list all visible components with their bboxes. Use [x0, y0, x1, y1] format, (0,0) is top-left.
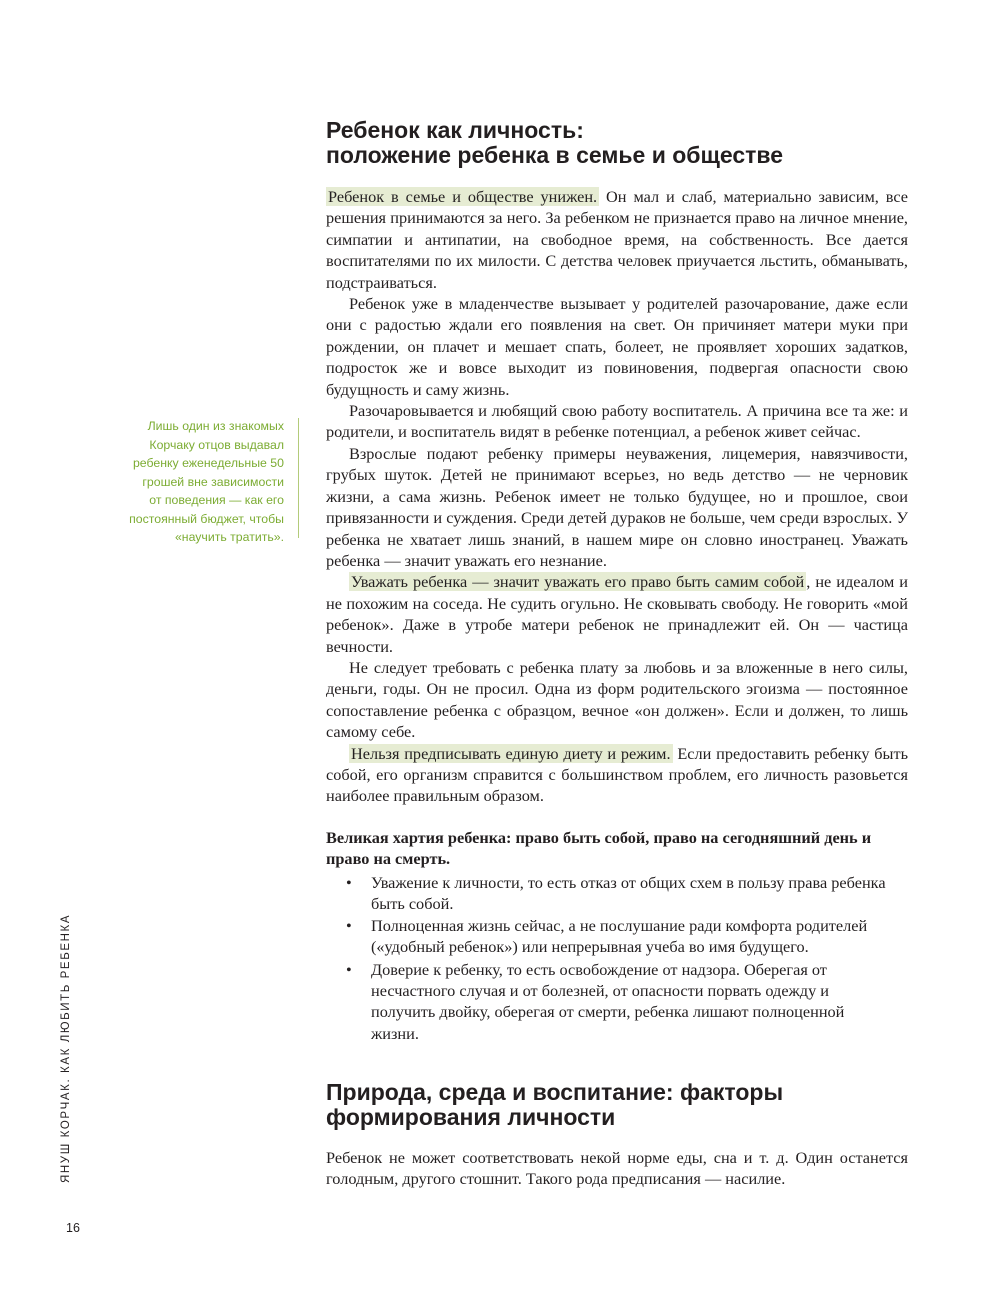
heading-line-2: положение ребенка в семье и обществе	[326, 142, 784, 168]
bullet-icon: •	[346, 916, 352, 936]
section-body-personality	[326, 186, 908, 807]
sidebar-note: Лишь один из знакомых Корчаку отцов выдавал ребенку еженедельные 50 грошей вне зависимости от поведения — как его постоянный бюджет, чтобы «научить тратить».	[129, 419, 284, 544]
paragraph: Ребенок не может соответствовать некой норме еды, сна и т. д. Один останется голодным, другого стошнит. Такого рода предписания — насилие.	[326, 1148, 908, 1189]
page-number: 16	[66, 1221, 80, 1235]
paragraph: Ребенок уже в младенчестве вызывает у родителей разочарование, даже если они с радостью ждали его появления на свет. Он причиняет матери муки при рождении, он плачет и мешает спать, болеет, не проявляет хороших задатков, подросток же и вовсе выходит из повиновения, подвергая опасности свою будущность и саму жизнь.	[326, 294, 908, 399]
paragraph-text: Он мал и слаб, материально зависим, все решения принимаются за него. За ребенком не признается право на личное мнение, симпатии и антипатии, на свободное время, на собственность. Все дается воспитателями по их милости. С детства человек приучается льстить, обманывать, подстраиваться.	[326, 187, 908, 292]
bullet-icon: •	[346, 872, 352, 892]
section-heading-personality	[326, 118, 926, 168]
section-body-nature	[326, 1147, 908, 1190]
charter-section	[326, 827, 908, 1045]
sidebar-divider	[298, 418, 299, 538]
paragraph: Взрослые подают ребенку примеры неуважения, лицемерия, навязчивости, грубых шуток. Детей не принимают всерьез, но ведь детство — не черновик жизни, а сама жизнь. Ребенок имеет не только будущее, но и прошлое, свои привязанности и суждения. Среди детей дураков не больше, чем среди взрослых. У ребенка не хватает лишь знаний, в нашем мире он словно иностранец. Уважать ребенка — значит уважать его незнание.	[326, 443, 908, 570]
paragraph-text: Если предоставить ребенку быть собой, его организм справится с большинством проблем, его личность разовьется наиболее правильным образом.	[326, 743, 908, 806]
paragraph-text: , не идеалом и не похожим на соседа. Не судить огульно. Не сковывать свободу. Не говорить «мой ребенок». Даже в утробе матери ребенок не принадлежит ей. Он — частица вечности.	[326, 572, 908, 656]
list-item-text: Доверие к ребенку, то есть освобождение от надзора. Оберегая от несчастного случая и от болезней, от опасности порвать одежду и получить двойку, оберегая от смерти, ребенка лишают полноценной жизни.	[371, 959, 845, 1043]
heading-line-2: формирования личности	[326, 1104, 616, 1130]
highlighted-text: Нельзя предписывать единую диету и режим.	[351, 743, 671, 763]
section-heading-nature	[326, 1080, 926, 1130]
paragraph: Разочаровывается и любящий свою работу воспитатель. А причина все та же: и родители, и воспитатель видят в ребенке потенциал, а ребенок живет сейчас.	[326, 401, 908, 442]
list-item	[326, 915, 891, 958]
list-item	[326, 872, 891, 915]
heading-line-1: Ребенок как личность:	[326, 117, 584, 143]
charter-list	[326, 872, 908, 1044]
list-item-text: Полноценная жизнь сейчас, а не послушание ради комфорта родителей («удобный ребенок») или непрерывная учеба во имя будущего.	[371, 916, 868, 957]
paragraph	[326, 186, 908, 293]
running-title: ЯНУШ КОРЧАК. КАК ЛЮБИТЬ РЕБЕНКА	[60, 913, 72, 1183]
list-item	[326, 959, 891, 1044]
paragraph	[326, 571, 908, 657]
charter-title: Великая хартия ребенка: право быть собой, право на сегодняшний день и право на смерть.	[326, 828, 872, 869]
bullet-icon: •	[346, 959, 352, 979]
highlighted-text: Ребенок в семье и обществе унижен.	[328, 187, 598, 206]
list-item-text: Уважение к личности, то есть отказ от общих схем в пользу права ребенка быть собой.	[371, 872, 886, 913]
paragraph	[326, 743, 908, 807]
paragraph: Не следует требовать с ребенка плату за любовь и за вложенные в него силы, деньги, годы. Он не просил. Одна из форм родительского эгоизма — постоянное сопоставление ребенка с образцом, вечное «он должен». Если и должен, то лишь самому себе.	[326, 657, 908, 742]
heading-line-1: Природа, среда и воспитание: факторы	[326, 1079, 784, 1105]
highlighted-text: Уважать ребенка — значит уважать его право быть самим собой	[351, 572, 805, 592]
